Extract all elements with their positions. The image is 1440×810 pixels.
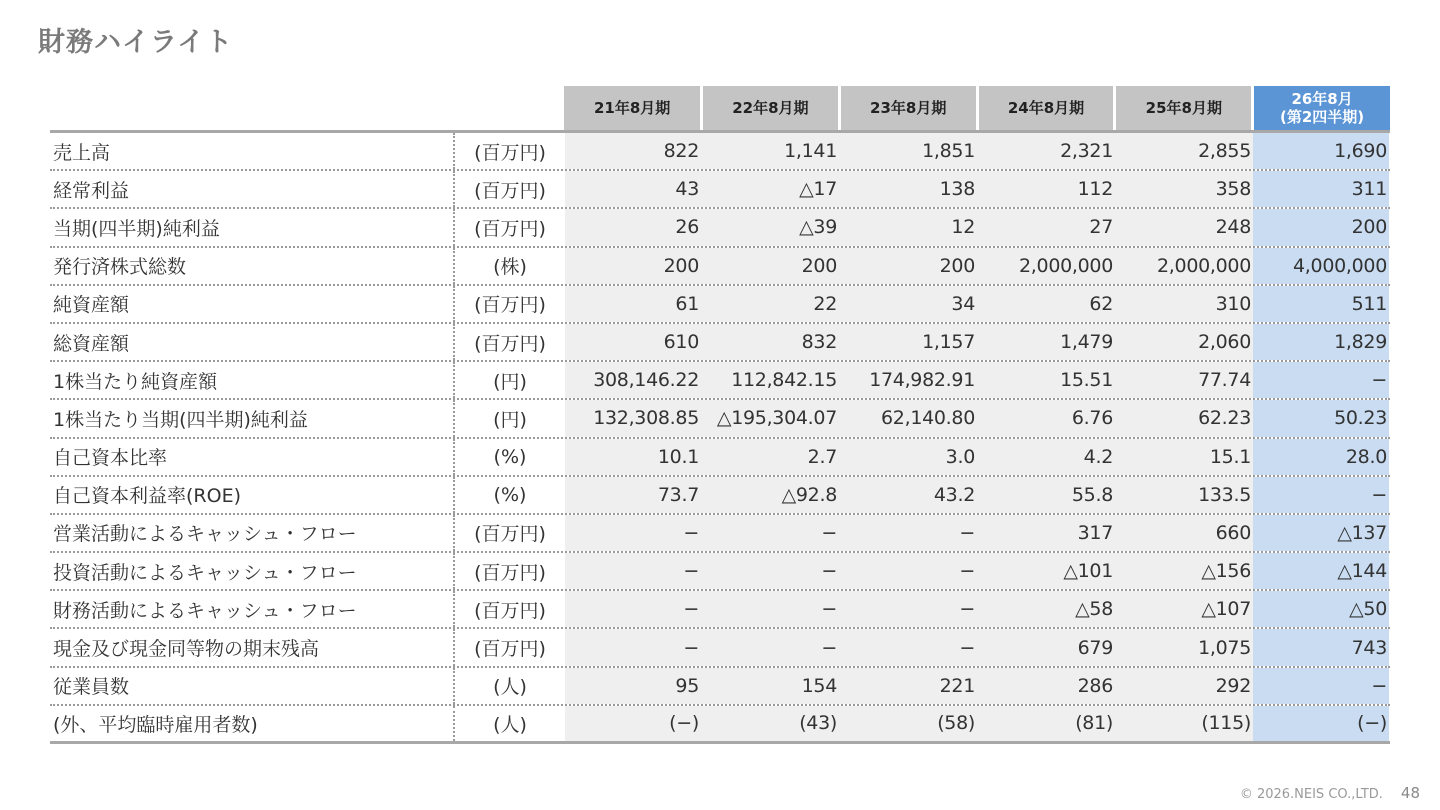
- value-cell: 200: [701, 248, 839, 284]
- table-row: [50, 248, 1390, 286]
- value-cell: 43.2: [839, 477, 977, 513]
- value-cell: 1,690: [1253, 133, 1389, 169]
- value-cell: △17: [701, 171, 839, 207]
- value-cell: −: [565, 629, 701, 665]
- row-label: 現金及び現金同等物の期末残高: [50, 629, 455, 665]
- value-cell: 50.23: [1253, 400, 1389, 436]
- value-cell: 311: [1253, 171, 1389, 207]
- row-label: 総資産額: [50, 324, 455, 360]
- value-cell: 43: [565, 171, 701, 207]
- value-cell: 2,000,000: [977, 248, 1115, 284]
- financial-highlights-table: [50, 86, 1390, 744]
- header-fy25: 25年8月期: [1116, 86, 1251, 130]
- value-cell: 660: [1115, 515, 1253, 551]
- row-unit: (百万円): [474, 141, 546, 164]
- row-label: 自己資本利益率(ROE): [50, 477, 455, 513]
- value-cell: 310: [1115, 286, 1253, 322]
- value-cell: (−): [565, 706, 701, 741]
- row-unit: (人): [493, 676, 527, 699]
- table-row: [50, 324, 1390, 362]
- value-cell: 2,855: [1115, 133, 1253, 169]
- value-cell: 2,321: [977, 133, 1115, 169]
- value-cell: 28.0: [1253, 439, 1389, 475]
- value-cell: △58: [977, 591, 1115, 627]
- value-cell: −: [1253, 362, 1389, 398]
- value-cell: −: [565, 591, 701, 627]
- value-cell: 1,075: [1115, 629, 1253, 665]
- value-cell: △39: [701, 209, 839, 245]
- row-label: 1株当たり当期(四半期)純利益: [50, 400, 455, 436]
- row-unit: (百万円): [474, 523, 546, 546]
- row-unit: (百万円): [474, 561, 546, 584]
- table-body: [50, 133, 1390, 744]
- row-unit: (%): [493, 445, 527, 468]
- value-cell: 308,146.22: [565, 362, 701, 398]
- row-label: 1株当たり純資産額: [50, 362, 455, 398]
- header-fy21: 21年8月期: [564, 86, 700, 130]
- value-cell: 174,982.91: [839, 362, 977, 398]
- value-cell: 511: [1253, 286, 1389, 322]
- page-number: 48: [1400, 784, 1420, 802]
- table-row: [50, 133, 1390, 171]
- table-row: [50, 400, 1390, 438]
- value-cell: −: [701, 629, 839, 665]
- value-cell: 22: [701, 286, 839, 322]
- value-cell: 6.76: [977, 400, 1115, 436]
- value-cell: 1,479: [977, 324, 1115, 360]
- value-cell: △156: [1115, 553, 1253, 589]
- value-cell: 200: [839, 248, 977, 284]
- row-label: 投資活動によるキャッシュ・フロー: [50, 553, 455, 589]
- value-cell: −: [1253, 477, 1389, 513]
- value-cell: 73.7: [565, 477, 701, 513]
- row-unit: (百万円): [474, 599, 546, 622]
- row-unit: (人): [493, 713, 527, 736]
- value-cell: 1,157: [839, 324, 977, 360]
- value-cell: 26: [565, 209, 701, 245]
- header-fy23: 23年8月期: [841, 86, 976, 130]
- value-cell: △92.8: [701, 477, 839, 513]
- header-blank: [50, 86, 564, 130]
- table-row: [50, 171, 1390, 209]
- value-cell: 1,141: [701, 133, 839, 169]
- table-row: [50, 362, 1390, 400]
- value-cell: 1,851: [839, 133, 977, 169]
- copyright: © 2026.NEIS CO.,LTD.: [1239, 787, 1383, 802]
- value-cell: −: [701, 553, 839, 589]
- value-cell: 679: [977, 629, 1115, 665]
- row-label: 自己資本比率: [50, 439, 455, 475]
- value-cell: 822: [565, 133, 701, 169]
- row-label: 発行済株式総数: [50, 248, 455, 284]
- value-cell: 1,829: [1253, 324, 1389, 360]
- value-cell: (81): [977, 706, 1115, 741]
- value-cell: △101: [977, 553, 1115, 589]
- value-cell: 10.1: [565, 439, 701, 475]
- row-label: 財務活動によるキャッシュ・フロー: [50, 591, 455, 627]
- value-cell: 4,000,000: [1253, 248, 1389, 284]
- value-cell: −: [839, 553, 977, 589]
- value-cell: (115): [1115, 706, 1253, 741]
- row-label: (外、平均臨時雇用者数): [50, 706, 455, 741]
- value-cell: 200: [565, 248, 701, 284]
- value-cell: 3.0: [839, 439, 977, 475]
- value-cell: −: [701, 591, 839, 627]
- value-cell: 221: [839, 668, 977, 704]
- value-cell: 34: [839, 286, 977, 322]
- value-cell: −: [839, 515, 977, 551]
- value-cell: 358: [1115, 171, 1253, 207]
- row-unit: (円): [493, 408, 527, 431]
- value-cell: (43): [701, 706, 839, 741]
- value-cell: 132,308.85: [565, 400, 701, 436]
- value-cell: −: [701, 515, 839, 551]
- page-title: 財務ハイライト: [38, 27, 234, 58]
- table-row: [50, 553, 1390, 591]
- header-fy24: 24年8月期: [979, 86, 1114, 130]
- value-cell: (58): [839, 706, 977, 741]
- header-fy26-q2: [1254, 86, 1390, 130]
- value-cell: −: [1253, 668, 1389, 704]
- row-label: 従業員数: [50, 668, 455, 704]
- value-cell: △144: [1253, 553, 1389, 589]
- header-fy22: 22年8月期: [703, 86, 838, 130]
- value-cell: −: [565, 515, 701, 551]
- value-cell: 2,060: [1115, 324, 1253, 360]
- value-cell: 62.23: [1115, 400, 1253, 436]
- value-cell: △137: [1253, 515, 1389, 551]
- value-cell: 15.51: [977, 362, 1115, 398]
- value-cell: 4.2: [977, 439, 1115, 475]
- row-label: 経常利益: [50, 171, 455, 207]
- row-unit: (百万円): [474, 332, 546, 355]
- row-label: 当期(四半期)純利益: [50, 209, 455, 245]
- value-cell: 61: [565, 286, 701, 322]
- value-cell: 62,140.80: [839, 400, 977, 436]
- row-unit: (百万円): [474, 294, 546, 317]
- table-row: [50, 439, 1390, 477]
- row-unit: (円): [493, 370, 527, 393]
- table-row: [50, 209, 1390, 247]
- row-label: 純資産額: [50, 286, 455, 322]
- table-row: [50, 515, 1390, 553]
- value-cell: 610: [565, 324, 701, 360]
- table-row: [50, 706, 1390, 744]
- value-cell: 2.7: [701, 439, 839, 475]
- table-header-row: [50, 86, 1390, 133]
- value-cell: 292: [1115, 668, 1253, 704]
- value-cell: 12: [839, 209, 977, 245]
- value-cell: 95: [565, 668, 701, 704]
- value-cell: −: [839, 629, 977, 665]
- value-cell: 15.1: [1115, 439, 1253, 475]
- value-cell: 317: [977, 515, 1115, 551]
- value-cell: △50: [1253, 591, 1389, 627]
- value-cell: 55.8: [977, 477, 1115, 513]
- value-cell: (−): [1253, 706, 1389, 741]
- table-row: [50, 477, 1390, 515]
- row-unit: (百万円): [474, 179, 546, 202]
- header-fy26-line2: (第2四半期): [1280, 108, 1365, 126]
- footer: [1240, 784, 1420, 802]
- value-cell: 743: [1253, 629, 1389, 665]
- row-unit: (%): [493, 483, 527, 506]
- table-row: [50, 629, 1390, 667]
- value-cell: 832: [701, 324, 839, 360]
- table-row: [50, 286, 1390, 324]
- value-cell: 77.74: [1115, 362, 1253, 398]
- value-cell: 138: [839, 171, 977, 207]
- value-cell: 2,000,000: [1115, 248, 1253, 284]
- row-unit: (株): [493, 256, 527, 279]
- table-row: [50, 591, 1390, 629]
- header-fy26-line1: 26年8月: [1291, 90, 1353, 108]
- row-label: 営業活動によるキャッシュ・フロー: [50, 515, 455, 551]
- table-row: [50, 668, 1390, 706]
- value-cell: 154: [701, 668, 839, 704]
- value-cell: 27: [977, 209, 1115, 245]
- value-cell: 248: [1115, 209, 1253, 245]
- value-cell: 133.5: [1115, 477, 1253, 513]
- value-cell: △107: [1115, 591, 1253, 627]
- row-unit: (百万円): [474, 217, 546, 240]
- value-cell: −: [565, 553, 701, 589]
- value-cell: −: [839, 591, 977, 627]
- row-label: 売上高: [50, 133, 455, 169]
- value-cell: 112,842.15: [701, 362, 839, 398]
- value-cell: △195,304.07: [701, 400, 839, 436]
- value-cell: 112: [977, 171, 1115, 207]
- value-cell: 200: [1253, 209, 1389, 245]
- value-cell: 62: [977, 286, 1115, 322]
- value-cell: 286: [977, 668, 1115, 704]
- row-unit: (百万円): [474, 638, 546, 661]
